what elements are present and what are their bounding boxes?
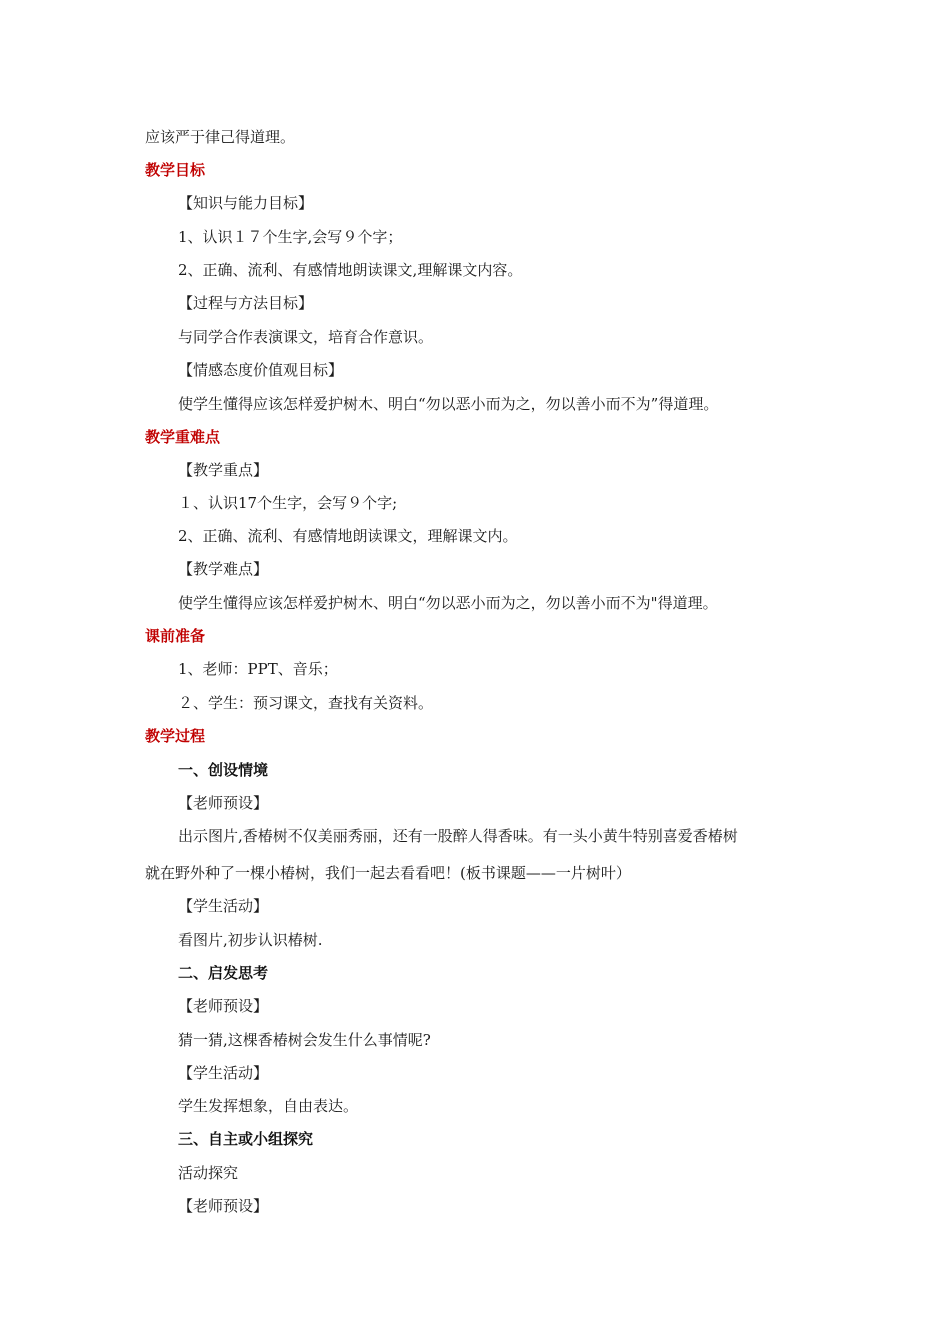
subsection-label: 【过程与方法目标】 xyxy=(178,294,314,312)
subsection-label: 【老师预设】 xyxy=(178,1197,269,1215)
paragraph: 看图片,初步认识椿树. xyxy=(178,931,323,949)
subsection-label: 【学生活动】 xyxy=(178,897,269,915)
paragraph: 猜一猜,这棵香椿树会发生什么事情呢? xyxy=(178,1031,431,1049)
paragraph: 1、老师：PPT、音乐； xyxy=(178,660,338,678)
step-heading: 二、启发思考 xyxy=(178,964,269,982)
section-heading-keypoints: 教学重难点 xyxy=(145,428,221,446)
subsection-label: 【情感态度价值观目标】 xyxy=(178,361,344,379)
subsection-label: 【老师预设】 xyxy=(178,997,269,1015)
paragraph: 使学生懂得应该怎样爱护树木、明白“勿以恶小而为之，勿以善小而不为"得道理。 xyxy=(178,594,718,612)
paragraph: 使学生懂得应该怎样爱护树木、明白“勿以恶小而为之，勿以善小而不为”得道理。 xyxy=(178,395,719,413)
subsection-label: 【教学难点】 xyxy=(178,560,269,578)
paragraph: 就在野外种了一棵小椿树，我们一起去看看吧！(板书课题——一片树叶） xyxy=(145,864,631,882)
paragraph: 与同学合作表演课文，培育合作意识。 xyxy=(178,328,434,346)
paragraph: 应该严于律己得道理。 xyxy=(145,128,296,146)
subsection-label: 【教学重点】 xyxy=(178,461,269,479)
subsection-label: 【学生活动】 xyxy=(178,1064,269,1082)
paragraph: 活动探究 xyxy=(178,1164,239,1182)
paragraph: 学生发挥想象，自由表达。 xyxy=(178,1097,359,1115)
paragraph: １、认识17个生字，会写９个字; xyxy=(178,494,398,512)
paragraph: 出示图片,香椿树不仅美丽秀丽，还有一股醉人得香味。有一头小黄牛特别喜爱香椿树 xyxy=(178,827,738,845)
step-heading: 一、创设情境 xyxy=(178,761,269,779)
section-heading-process: 教学过程 xyxy=(145,727,206,745)
paragraph: 2、正确、流利、有感情地朗读课文,理解课文内容。 xyxy=(178,261,523,279)
paragraph: 2、正确、流利、有感情地朗读课文，理解课文内。 xyxy=(178,527,518,545)
section-heading-goals: 教学目标 xyxy=(145,161,206,179)
section-heading-prep: 课前准备 xyxy=(145,627,206,645)
subsection-label: 【知识与能力目标】 xyxy=(178,194,314,212)
paragraph: 1、认识１７个生字,会写９个字； xyxy=(178,228,403,246)
paragraph: ２、学生：预习课文，查找有关资料。 xyxy=(178,694,434,712)
step-heading: 三、自主或小组探究 xyxy=(178,1130,314,1148)
subsection-label: 【老师预设】 xyxy=(178,794,269,812)
